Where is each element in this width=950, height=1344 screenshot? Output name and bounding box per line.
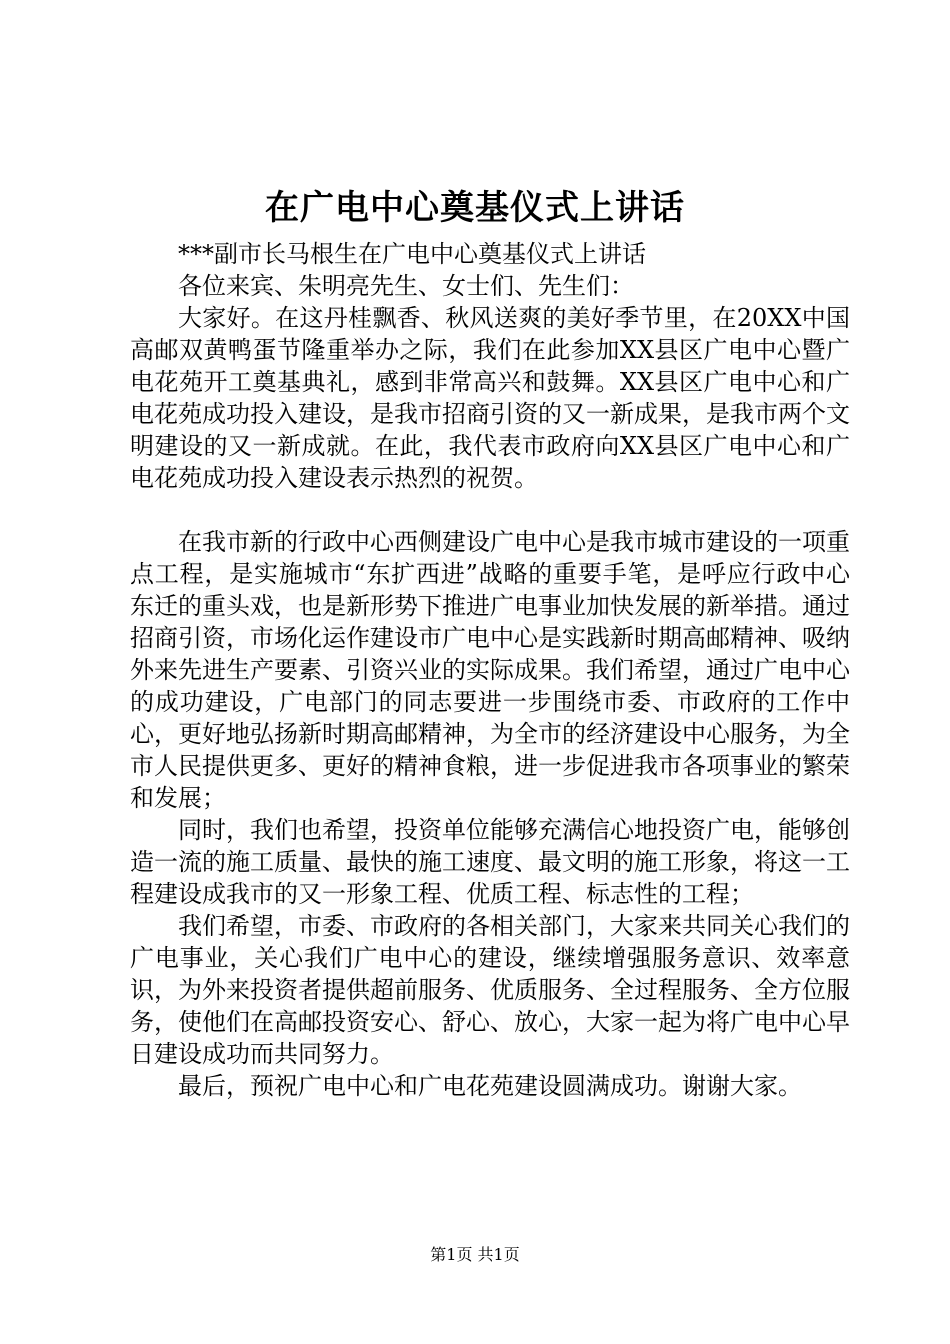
paragraph-investors: 同时，我们也希望，投资单位能够充满信心地投资广电，能够创造一流的施工质量、最快的施工速度、最文明的施工形象，将这一工程建设成我市的又一形象工程、优质工程、标志性的工程； [130, 816, 850, 908]
speaker-line: ***副市长马根生在广电中心奠基仪式上讲话 [178, 240, 646, 268]
salutation: 各位来宾、朱明亮先生、女士们、先生们： [178, 272, 634, 300]
paragraph-closing: 最后，预祝广电中心和广电花苑建设圆满成功。谢谢大家。 [178, 1072, 802, 1100]
paragraph-opening: 大家好。在这丹桂飘香、秋风送爽的美好季节里，在20XX中国高邮双黄鸭蛋节隆重举办之际，我们在此参加XX县区广电中心暨广电花苑开工奠基典礼，感到非常高兴和鼓舞。XX县区广电中心和广电花苑成功投入建设，是我市招商引资的又一新成果，是我市两个文明建设的又一新成就。在此，我代表市政府向XX县区广电中心和广电花苑成功投入建设表示热烈的祝贺。 [130, 304, 850, 492]
page-number: 第1页 共1页 [430, 1245, 520, 1264]
paragraph-departments: 我们希望，市委、市政府的各相关部门，大家来共同关心我们的广电事业，关心我们广电中心的建设，继续增强服务意识、效率意识，为外来投资者提供超前服务、优质服务、全过程服务、全方位服务，使他们在高邮投资安心、舒心、放心，大家一起为将广电中心早日建设成功而共同努力。 [130, 912, 850, 1068]
document-title: 在广电中心奠基仪式上讲话 [265, 188, 685, 228]
paragraph-project: 在我市新的行政中心西侧建设广电中心是我市城市建设的一项重点工程，是实施城市“东扩西进”战略的重要手笔，是呼应行政中心东迁的重头戏，也是新形势下推进广电事业加快发展的新举措。通过招商引资，市场化运作建设市广电中心是实践新时期高邮精神、吸纳外来先进生产要素、引资兴业的实际成果。我们希望，通过广电中心的成功建设，广电部门的同志要进一步围绕市委、市政府的工作中心，更好地弘扬新时期高邮精神，为全市的经济建设中心服务，为全市人民提供更多、更好的精神食粮，进一步促进我市各项事业的繁荣和发展； [130, 528, 850, 812]
document-body [130, 238, 850, 1102]
